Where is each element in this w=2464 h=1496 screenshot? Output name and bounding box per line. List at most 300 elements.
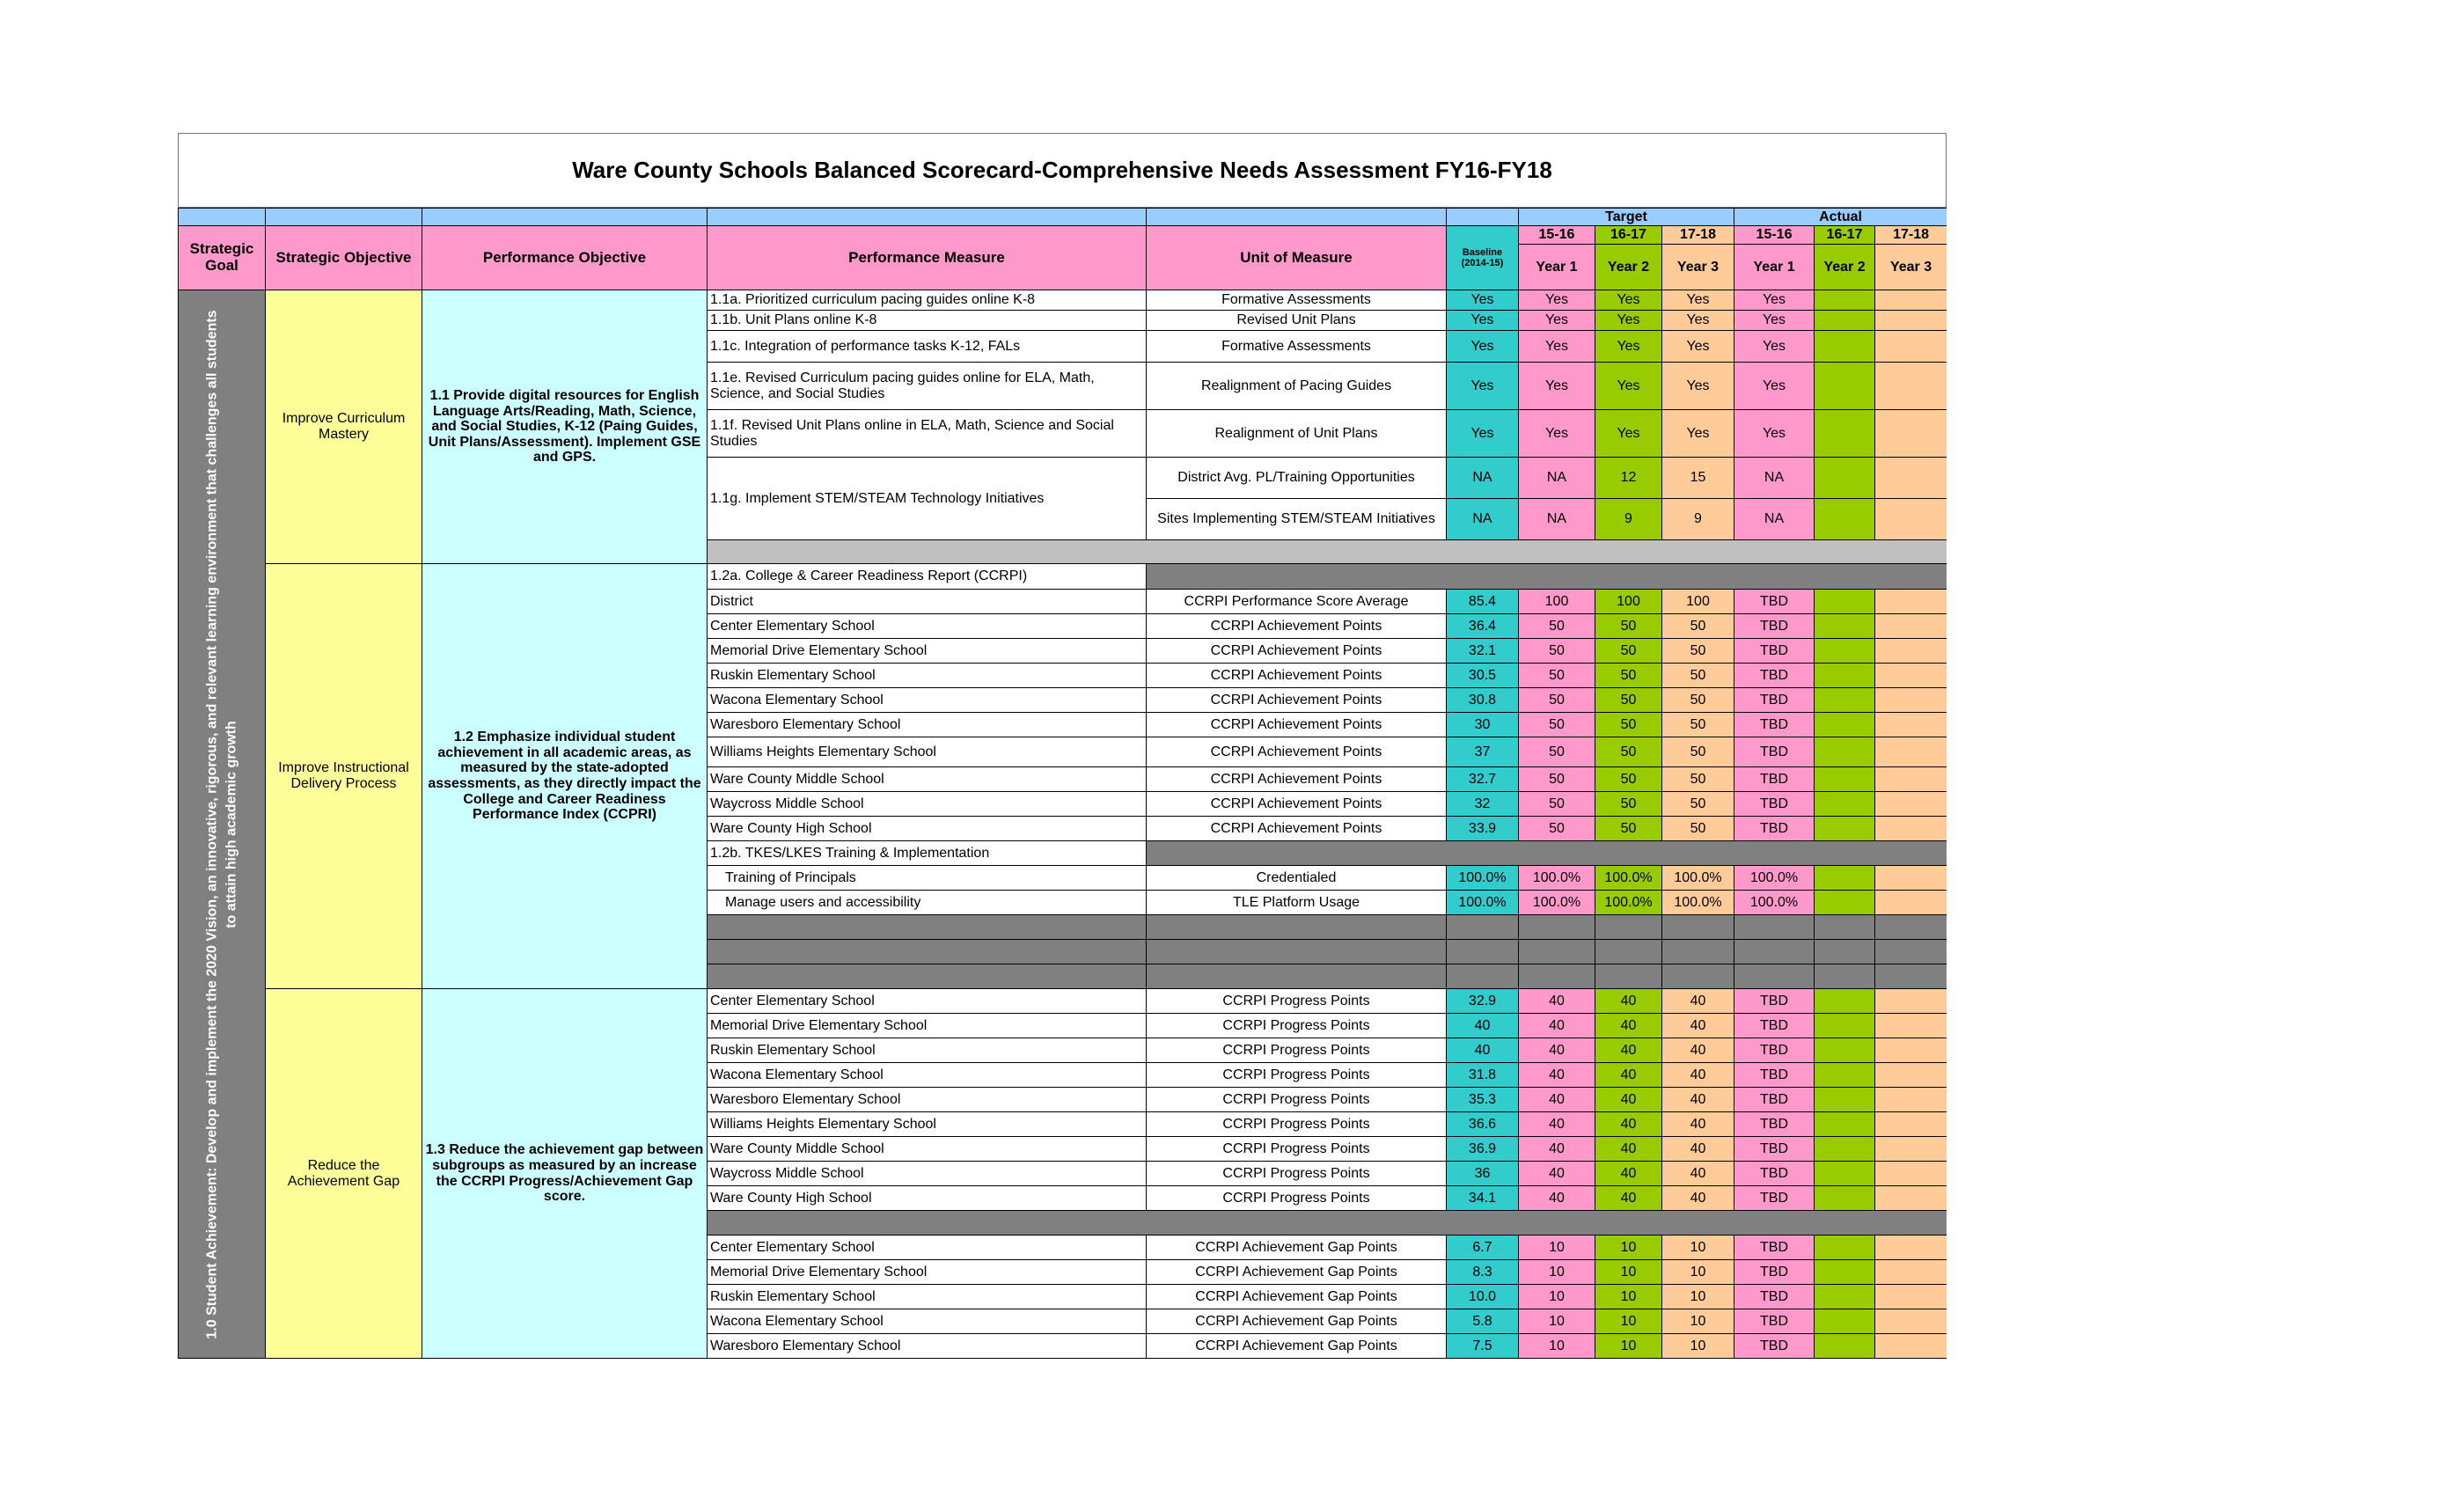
- unit-of-measure: CCRPI Progress Points: [1147, 1162, 1447, 1186]
- actual-year3-value: [1875, 1334, 1947, 1359]
- actual-year2-value: [1815, 410, 1875, 458]
- sheet-title: Ware County Schools Balanced Scorecard-Comprehensive Needs Assessment FY16-FY18: [178, 133, 1947, 208]
- baseline-value: 32.1: [1447, 639, 1519, 664]
- gray-fill: [708, 1211, 1947, 1236]
- performance-measure: Memorial Drive Elementary School: [708, 1014, 1147, 1038]
- strategic-goal-header: Strategic Goal: [179, 226, 266, 290]
- year-header: Year 2: [1815, 245, 1875, 290]
- actual-year2-value: [1815, 1112, 1875, 1137]
- gray-fill: [708, 964, 1147, 989]
- unit-of-measure: Formative Assessments: [1147, 331, 1447, 363]
- score-value: 100.0%: [1519, 891, 1595, 915]
- gray-fill: [1815, 915, 1875, 940]
- baseline-value: 30.5: [1447, 664, 1519, 688]
- target-value: 50: [1595, 767, 1662, 792]
- unit-of-measure: CCRPI Progress Points: [1147, 1112, 1447, 1137]
- performance-measure: Waresboro Elementary School: [708, 1088, 1147, 1112]
- gray-fill: [1147, 564, 1947, 590]
- section-header: 1.2b. TKES/LKES Training & Implementation: [708, 841, 1147, 866]
- gray-fill: [1595, 940, 1662, 964]
- performance-measure: Ware County High School: [708, 817, 1147, 841]
- actual-year3-value: [1875, 713, 1947, 737]
- gray-fill: [1447, 964, 1519, 989]
- target-value: 50: [1519, 664, 1595, 688]
- target-value: 10: [1519, 1260, 1595, 1285]
- band-cell: [179, 209, 266, 226]
- spacer-cell: [708, 540, 1947, 564]
- score-value: 100.0%: [1519, 866, 1595, 891]
- actual-value: TBD: [1734, 1063, 1815, 1088]
- target-value: Yes: [1595, 363, 1662, 410]
- unit-of-measure: District Avg. PL/Training Opportunities: [1147, 458, 1447, 499]
- performance-measure: Ware County High School: [708, 1186, 1147, 1211]
- target-value: 50: [1519, 688, 1595, 713]
- gray-fill: [1519, 964, 1595, 989]
- gray-fill: [1734, 940, 1815, 964]
- actual-year2-value: [1815, 1088, 1875, 1112]
- actual-year3-value: [1875, 767, 1947, 792]
- actual-year2-value: [1815, 891, 1875, 915]
- target-value: Yes: [1519, 331, 1595, 363]
- target-value: 40: [1595, 1038, 1662, 1063]
- unit-of-measure: Sites Implementing STEM/STEAM Initiatives: [1147, 499, 1447, 540]
- performance-measure: Williams Heights Elementary School: [708, 737, 1147, 767]
- performance-measure: 1.1e. Revised Curriculum pacing guides online for ELA, Math, Science, and Social Studies: [708, 363, 1147, 410]
- target-value: 40: [1662, 1063, 1734, 1088]
- target-value: 40: [1519, 1063, 1595, 1088]
- target-value: 40: [1662, 1137, 1734, 1162]
- target-value: 10: [1595, 1334, 1662, 1359]
- target-value: 40: [1595, 1063, 1662, 1088]
- gray-fill: [1147, 940, 1447, 964]
- actual-year3-value: [1875, 1186, 1947, 1211]
- target-value: 10: [1662, 1236, 1734, 1260]
- target-value: 50: [1662, 817, 1734, 841]
- actual-value: TBD: [1734, 1112, 1815, 1137]
- strategic-objective-curriculum: Improve Curriculum Mastery: [266, 290, 422, 564]
- band-cell: [266, 209, 422, 226]
- section-header: 1.2a. College & Career Readiness Report (CCRPI): [708, 564, 1147, 590]
- actual-year3-value: [1875, 1137, 1947, 1162]
- performance-measure: Wacona Elementary School: [708, 688, 1147, 713]
- actual-year2-value: [1815, 1309, 1875, 1334]
- actual-year2-value: [1815, 1186, 1875, 1211]
- gray-fill: [1734, 915, 1815, 940]
- performance-measure: Williams Heights Elementary School: [708, 1112, 1147, 1137]
- actual-year3-value: [1875, 458, 1947, 499]
- target-value: Yes: [1662, 410, 1734, 458]
- score-value: 100.0%: [1734, 891, 1815, 915]
- unit-of-measure: Formative Assessments: [1147, 290, 1447, 311]
- actual-value: TBD: [1734, 713, 1815, 737]
- actual-value: TBD: [1734, 1285, 1815, 1309]
- actual-year3-value: [1875, 866, 1947, 891]
- actual-year3-value: [1875, 1088, 1947, 1112]
- performance-measure: Ware County Middle School: [708, 1137, 1147, 1162]
- actual-year3-value: [1875, 614, 1947, 639]
- actual-year3-value: [1875, 1014, 1947, 1038]
- year-header: Year 1: [1734, 245, 1815, 290]
- actual-value: TBD: [1734, 688, 1815, 713]
- baseline-value: 30.8: [1447, 688, 1519, 713]
- actual-year2-value: [1815, 1260, 1875, 1285]
- strategic-objective-gap: Reduce the Achievement Gap: [266, 989, 422, 1359]
- unit-of-measure: CCRPI Progress Points: [1147, 1186, 1447, 1211]
- actual-year2-value: [1815, 688, 1875, 713]
- baseline-value: 32.7: [1447, 767, 1519, 792]
- performance-measure: Memorial Drive Elementary School: [708, 1260, 1147, 1285]
- actual-year2-value: [1815, 1236, 1875, 1260]
- target-value: 50: [1519, 767, 1595, 792]
- target-value: 40: [1662, 1162, 1734, 1186]
- target-value: 40: [1662, 1038, 1734, 1063]
- actual-value: TBD: [1734, 817, 1815, 841]
- performance-measure: Waresboro Elementary School: [708, 713, 1147, 737]
- actual-year3-value: [1875, 1038, 1947, 1063]
- baseline-value: 36.6: [1447, 1112, 1519, 1137]
- target-value: Yes: [1595, 290, 1662, 311]
- target-value: 40: [1662, 1112, 1734, 1137]
- score-value: 100.0%: [1447, 891, 1519, 915]
- gray-fill: [1147, 841, 1947, 866]
- target-value: 40: [1519, 1088, 1595, 1112]
- target-value: 40: [1595, 1088, 1662, 1112]
- table-row: [179, 989, 1947, 1014]
- actual-year2-value: [1815, 1162, 1875, 1186]
- baseline-value: 7.5: [1447, 1334, 1519, 1359]
- target-value: 40: [1595, 1014, 1662, 1038]
- actual-year3-value: [1875, 737, 1947, 767]
- target-value: 10: [1519, 1309, 1595, 1334]
- target-value: 40: [1662, 989, 1734, 1014]
- actual-year3-value: [1875, 792, 1947, 817]
- gray-fill: [1595, 964, 1662, 989]
- score-value: NA: [1447, 499, 1519, 540]
- target-value: 40: [1595, 1162, 1662, 1186]
- table-row: [179, 290, 1947, 311]
- gray-fill: [708, 915, 1147, 940]
- gray-fill: [1662, 940, 1734, 964]
- target-value: 50: [1595, 817, 1662, 841]
- actual-value: Yes: [1734, 363, 1815, 410]
- actual-year2-value: [1815, 499, 1875, 540]
- target-value: 50: [1519, 792, 1595, 817]
- gray-fill: [1875, 964, 1947, 989]
- unit-of-measure: CCRPI Performance Score Average: [1147, 590, 1447, 614]
- header-row-band: [179, 209, 1947, 226]
- target-value: 10: [1595, 1309, 1662, 1334]
- strategic-goal-text: 1.0 Student Achievement: Develop and implement the 2020 Vision, an innovative, rigorous, and relevant learning environment that challenges all students to attain high academic growth: [204, 309, 238, 1339]
- performance-measure: Ware County Middle School: [708, 767, 1147, 792]
- actual-value: Yes: [1734, 331, 1815, 363]
- target-value: 100: [1595, 590, 1662, 614]
- target-value: 10: [1662, 1309, 1734, 1334]
- target-value: 10: [1519, 1285, 1595, 1309]
- actual-value: TBD: [1734, 590, 1815, 614]
- performance-measure: Wacona Elementary School: [708, 1063, 1147, 1088]
- performance-measure: 1.1b. Unit Plans online K-8: [708, 311, 1147, 331]
- performance-measure-header: Performance Measure: [708, 226, 1147, 290]
- baseline-value: 30: [1447, 713, 1519, 737]
- target-value: Yes: [1519, 311, 1595, 331]
- year-header: Year 3: [1875, 245, 1947, 290]
- target-value: 50: [1519, 737, 1595, 767]
- performance-objective-header: Performance Objective: [422, 226, 708, 290]
- score-value: NA: [1734, 499, 1815, 540]
- fy-header: 16-17: [1595, 226, 1662, 245]
- actual-year3-value: [1875, 499, 1947, 540]
- performance-measure: Wacona Elementary School: [708, 1309, 1147, 1334]
- performance-measure: Ruskin Elementary School: [708, 1285, 1147, 1309]
- target-value: 100: [1662, 590, 1734, 614]
- unit-of-measure: CCRPI Achievement Gap Points: [1147, 1334, 1447, 1359]
- baseline-value: Yes: [1447, 311, 1519, 331]
- performance-measure: 1.1f. Revised Unit Plans online in ELA, Math, Science and Social Studies: [708, 410, 1147, 458]
- actual-value: Yes: [1734, 410, 1815, 458]
- actual-value: TBD: [1734, 664, 1815, 688]
- performance-objective-1-3: 1.3 Reduce the achievement gap between subgroups as measured by an increase the CCRPI Progress/Achievement Gap score.: [422, 989, 708, 1359]
- actual-year3-value: [1875, 639, 1947, 664]
- target-value: 40: [1595, 1186, 1662, 1211]
- year-header: Year 2: [1595, 245, 1662, 290]
- actual-year2-value: [1815, 1014, 1875, 1038]
- target-value: Yes: [1519, 363, 1595, 410]
- baseline-header: Baseline (2014-15): [1447, 226, 1519, 290]
- unit-of-measure: CCRPI Progress Points: [1147, 1038, 1447, 1063]
- actual-year2-value: [1815, 817, 1875, 841]
- actual-value: TBD: [1734, 1186, 1815, 1211]
- actual-value: TBD: [1734, 792, 1815, 817]
- target-value: 40: [1519, 1186, 1595, 1211]
- actual-year3-value: [1875, 688, 1947, 713]
- actual-year2-value: [1815, 311, 1875, 331]
- actual-value: Yes: [1734, 290, 1815, 311]
- performance-measure: Waycross Middle School: [708, 1162, 1147, 1186]
- target-value: 50: [1595, 614, 1662, 639]
- target-value: Yes: [1519, 410, 1595, 458]
- gray-fill: [1815, 940, 1875, 964]
- target-value: 40: [1595, 989, 1662, 1014]
- actual-year2-value: [1815, 767, 1875, 792]
- unit-of-measure: CCRPI Achievement Gap Points: [1147, 1260, 1447, 1285]
- unit-of-measure: TLE Platform Usage: [1147, 891, 1447, 915]
- target-value: 40: [1519, 989, 1595, 1014]
- unit-of-measure-header: Unit of Measure: [1147, 226, 1447, 290]
- actual-year2-value: [1815, 1137, 1875, 1162]
- unit-of-measure: CCRPI Progress Points: [1147, 1063, 1447, 1088]
- target-value: 50: [1662, 688, 1734, 713]
- performance-measure: 1.1a. Prioritized curriculum pacing guides online K-8: [708, 290, 1147, 311]
- unit-of-measure: CCRPI Achievement Gap Points: [1147, 1309, 1447, 1334]
- unit-of-measure: CCRPI Achievement Points: [1147, 688, 1447, 713]
- score-value: 9: [1595, 499, 1662, 540]
- unit-of-measure: CCRPI Progress Points: [1147, 989, 1447, 1014]
- actual-year3-value: [1875, 311, 1947, 331]
- target-value: 50: [1595, 792, 1662, 817]
- actual-value: TBD: [1734, 614, 1815, 639]
- target-value: Yes: [1595, 331, 1662, 363]
- band-cell: [1447, 209, 1519, 226]
- gray-fill: [1447, 940, 1519, 964]
- score-value: 100.0%: [1662, 891, 1734, 915]
- target-value: 50: [1662, 767, 1734, 792]
- actual-year2-value: [1815, 664, 1875, 688]
- scorecard-sheet: [178, 133, 1947, 1374]
- target-value: 50: [1595, 713, 1662, 737]
- score-value: 100.0%: [1595, 866, 1662, 891]
- target-value: 10: [1662, 1285, 1734, 1309]
- actual-year3-value: [1875, 1260, 1947, 1285]
- score-value: 100.0%: [1595, 891, 1662, 915]
- gray-fill: [1519, 915, 1595, 940]
- actual-year3-value: [1875, 817, 1947, 841]
- baseline-value: Yes: [1447, 410, 1519, 458]
- target-value: 10: [1662, 1260, 1734, 1285]
- actual-year3-value: [1875, 1285, 1947, 1309]
- performance-measure: District: [708, 590, 1147, 614]
- baseline-value: 85.4: [1447, 590, 1519, 614]
- actual-year2-value: [1815, 989, 1875, 1014]
- baseline-value: Yes: [1447, 331, 1519, 363]
- actual-year3-value: [1875, 1309, 1947, 1334]
- target-value: 40: [1662, 1014, 1734, 1038]
- actual-year3-value: [1875, 363, 1947, 410]
- baseline-value: 36.9: [1447, 1137, 1519, 1162]
- actual-year2-value: [1815, 866, 1875, 891]
- unit-of-measure: CCRPI Achievement Gap Points: [1147, 1285, 1447, 1309]
- performance-measure: Ruskin Elementary School: [708, 1038, 1147, 1063]
- target-value: 40: [1595, 1112, 1662, 1137]
- band-cell: [422, 209, 708, 226]
- score-value: 100.0%: [1734, 866, 1815, 891]
- unit-of-measure: CCRPI Achievement Gap Points: [1147, 1236, 1447, 1260]
- performance-measure: 1.1c. Integration of performance tasks K-12, FALs: [708, 331, 1147, 363]
- score-value: 100.0%: [1447, 866, 1519, 891]
- actual-header: Actual: [1734, 209, 1947, 226]
- baseline-value: 33.9: [1447, 817, 1519, 841]
- band-cell: [708, 209, 1147, 226]
- target-value: 50: [1662, 664, 1734, 688]
- unit-of-measure: CCRPI Achievement Points: [1147, 713, 1447, 737]
- target-value: 50: [1662, 614, 1734, 639]
- score-value: 15: [1662, 458, 1734, 499]
- unit-of-measure: CCRPI Achievement Points: [1147, 792, 1447, 817]
- target-value: 50: [1519, 817, 1595, 841]
- target-value: 50: [1595, 664, 1662, 688]
- target-value: Yes: [1662, 363, 1734, 410]
- target-value: 50: [1662, 713, 1734, 737]
- actual-value: TBD: [1734, 1137, 1815, 1162]
- actual-value: TBD: [1734, 1309, 1815, 1334]
- unit-of-measure: Revised Unit Plans: [1147, 311, 1447, 331]
- baseline-value: 10.0: [1447, 1285, 1519, 1309]
- year-header: Year 3: [1662, 245, 1734, 290]
- score-value: NA: [1519, 458, 1595, 499]
- band-cell: [1147, 209, 1447, 226]
- gray-fill: [1815, 964, 1875, 989]
- actual-year3-value: [1875, 410, 1947, 458]
- target-value: 10: [1595, 1236, 1662, 1260]
- performance-measure: Waycross Middle School: [708, 792, 1147, 817]
- actual-value: TBD: [1734, 1162, 1815, 1186]
- target-value: 40: [1519, 1014, 1595, 1038]
- actual-year2-value: [1815, 737, 1875, 767]
- actual-year2-value: [1815, 458, 1875, 499]
- performance-measure: Center Elementary School: [708, 614, 1147, 639]
- unit-of-measure: CCRPI Progress Points: [1147, 1014, 1447, 1038]
- target-value: 40: [1519, 1112, 1595, 1137]
- target-value: 40: [1519, 1137, 1595, 1162]
- performance-objective-1-2: 1.2 Emphasize individual student achievement in all academic areas, as measured by the state-adopted assessments, as they directly impact the College and Career Readiness Performance Index (CCPRI): [422, 564, 708, 989]
- target-value: 10: [1595, 1260, 1662, 1285]
- actual-value: TBD: [1734, 1334, 1815, 1359]
- target-value: Yes: [1595, 410, 1662, 458]
- actual-year2-value: [1815, 792, 1875, 817]
- unit-of-measure: Credentialed: [1147, 866, 1447, 891]
- fy-header: 17-18: [1875, 226, 1947, 245]
- actual-year2-value: [1815, 639, 1875, 664]
- score-value: 100.0%: [1662, 866, 1734, 891]
- actual-year3-value: [1875, 1236, 1947, 1260]
- gray-fill: [708, 940, 1147, 964]
- target-value: Yes: [1519, 290, 1595, 311]
- baseline-value: 40: [1447, 1014, 1519, 1038]
- strategic-objective-instructional: Improve Instructional Delivery Process: [266, 564, 422, 989]
- unit-of-measure: CCRPI Achievement Points: [1147, 614, 1447, 639]
- actual-year3-value: [1875, 1063, 1947, 1088]
- score-value: 9: [1662, 499, 1734, 540]
- target-value: 10: [1519, 1236, 1595, 1260]
- actual-year2-value: [1815, 590, 1875, 614]
- actual-year3-value: [1875, 331, 1947, 363]
- unit-of-measure: CCRPI Achievement Points: [1147, 737, 1447, 767]
- actual-year3-value: [1875, 989, 1947, 1014]
- target-value: 40: [1519, 1038, 1595, 1063]
- score-value: 12: [1595, 458, 1662, 499]
- fy-header: 16-17: [1815, 226, 1875, 245]
- header-row-fy: [179, 226, 1947, 245]
- table-row: [179, 564, 1947, 590]
- actual-value: TBD: [1734, 639, 1815, 664]
- actual-year2-value: [1815, 1334, 1875, 1359]
- target-value: 50: [1519, 614, 1595, 639]
- baseline-value: 35.3: [1447, 1088, 1519, 1112]
- actual-value: Yes: [1734, 311, 1815, 331]
- gray-fill: [1734, 964, 1815, 989]
- unit-of-measure: CCRPI Achievement Points: [1147, 664, 1447, 688]
- unit-of-measure: CCRPI Progress Points: [1147, 1137, 1447, 1162]
- target-value: 40: [1595, 1137, 1662, 1162]
- actual-year2-value: [1815, 1285, 1875, 1309]
- actual-year3-value: [1875, 664, 1947, 688]
- strategic-goal-cell: [179, 290, 266, 1359]
- actual-year3-value: [1875, 1112, 1947, 1137]
- target-value: 50: [1662, 639, 1734, 664]
- performance-measure: Training of Principals: [708, 866, 1147, 891]
- fy-header: 15-16: [1519, 226, 1595, 245]
- target-value: 50: [1595, 639, 1662, 664]
- actual-value: TBD: [1734, 1088, 1815, 1112]
- gray-fill: [1662, 964, 1734, 989]
- baseline-value: 5.8: [1447, 1309, 1519, 1334]
- target-value: Yes: [1662, 290, 1734, 311]
- year-header: Year 1: [1519, 245, 1595, 290]
- score-value: NA: [1447, 458, 1519, 499]
- actual-year2-value: [1815, 713, 1875, 737]
- fy-header: 17-18: [1662, 226, 1734, 245]
- performance-measure: 1.1g. Implement STEM/STEAM Technology Initiatives: [708, 458, 1147, 540]
- baseline-value: Yes: [1447, 290, 1519, 311]
